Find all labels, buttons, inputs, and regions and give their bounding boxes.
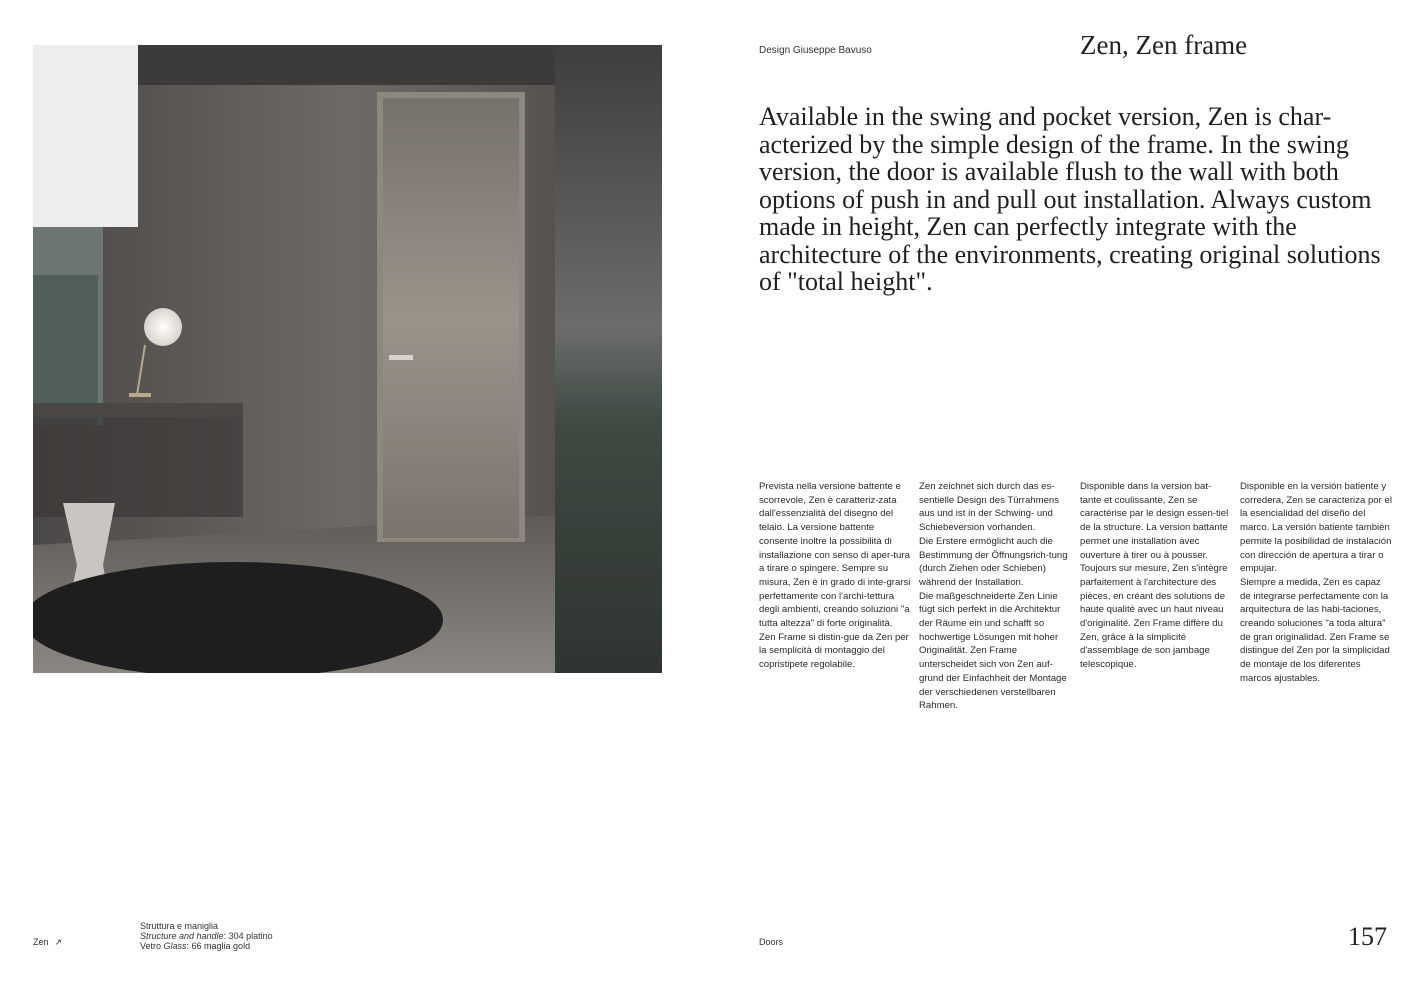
roller-blind: [33, 45, 138, 227]
credits-line-2: Structure and handle: 304 platino: [140, 931, 273, 941]
designer-credit: Design Giuseppe Bavuso: [759, 45, 872, 56]
lamp-globe: [144, 308, 182, 346]
credits-line-1: Struttura e maniglia: [140, 921, 219, 931]
door-room-illustration: [33, 45, 662, 673]
page-number: 157: [1348, 922, 1387, 951]
collection-footer: [33, 937, 62, 948]
door-handle: [389, 355, 413, 360]
text-column-german: Zen zeichnet sich durch das es-sentielle Design des Türrahmens aus und ist in der Schwing- und Schiebeversion vorhanden. Die Erstere ermöglicht auch die Bestimmung der Öffnungsrich-tung (durch Ziehen oder Schieben) während der Installation. Die maßgeschneiderte Zen Linie fügt sich perfekt in die Architektur der Räume ein und schafft so hochwertige Lösungen mit hoher Originalität. Zen Frame unterscheidet sich von Zen auf-grund der Einfachheit der Montage der verschiedenen verstellbaren Rahmen.: [919, 481, 1068, 712]
interior-photo: [33, 45, 662, 673]
collection-name: Zen: [33, 937, 49, 947]
desk-shadow: [33, 417, 243, 517]
lamp-base: [129, 393, 151, 397]
material-credits: [140, 921, 273, 951]
intro-paragraph: Available in the swing and pocket version, Zen is char-acterized by the simple design of the frame. In the swing version, the door is available flush to the wall with both options of push in and pull out installation. Always custom made in height, Zen can perfectly integrate with the architecture of the environments, creating original solutions of "total height".: [759, 102, 1381, 296]
text-column-french: Disponible dans la version bat-tante et coulissante, Zen se caractérise par le design essen-tiel de la structure. La version battante permet une installation avec ouverture à tirer ou à pousser. Toujours sur mesure, Zen s'intègre parfaitement à l'architecture des pièces, en créant des solutions de haute qualité avec un haut niveau d'originalité. Zen Frame diffère du Zen, grâce à la simplicité d'assemblage de son jambage telescopique.: [1080, 481, 1229, 671]
window-plants: [33, 275, 98, 425]
section-label: Doors: [759, 937, 784, 947]
desk-shelf: [33, 403, 243, 417]
arrow-up-right-icon: ↗: [54, 937, 63, 947]
door-glass-panel: [383, 98, 519, 538]
text-column-italian: Prevista nella versione battente e scorrevole, Zen è caratteriz-zata dall'essenzialità del disegno del telaio. La versione battente consente inoltre la possibilità di installazione con senso di aper-tura a tirare o spingere. Sempre su misura, Zen è in grado di inte-grarsi perfettamente con l'archi-tettura degli ambienti, creando soluzioni "a tutta altezza" di forte originalità. Zen Frame si distin-gue da Zen per la semplicità di montaggio del copristipete regolabile.: [759, 481, 911, 671]
text-column-spanish: Disponible en la versión batiente y corredera, Zen se caracteriza por el la esencialidad del diseño del marco. La versión batiente también permite la posibilidad de instalación con dirección de apertura a tirar o empujar. Siempre a medida, Zen es capaz de integrarse perfectamente con la arquitectura de las habi-taciones, creando soluciones "a toda altura" de gran originalidad. Zen Frame se distingue del Zen por la simplicidad de montaje de los diferentes marcos ajustables.: [1240, 481, 1392, 684]
page-title: Zen, Zen frame: [1080, 30, 1248, 60]
mural-wall: [555, 45, 662, 673]
credits-line-3: Vetro Glass: 66 maglia gold: [140, 941, 251, 951]
